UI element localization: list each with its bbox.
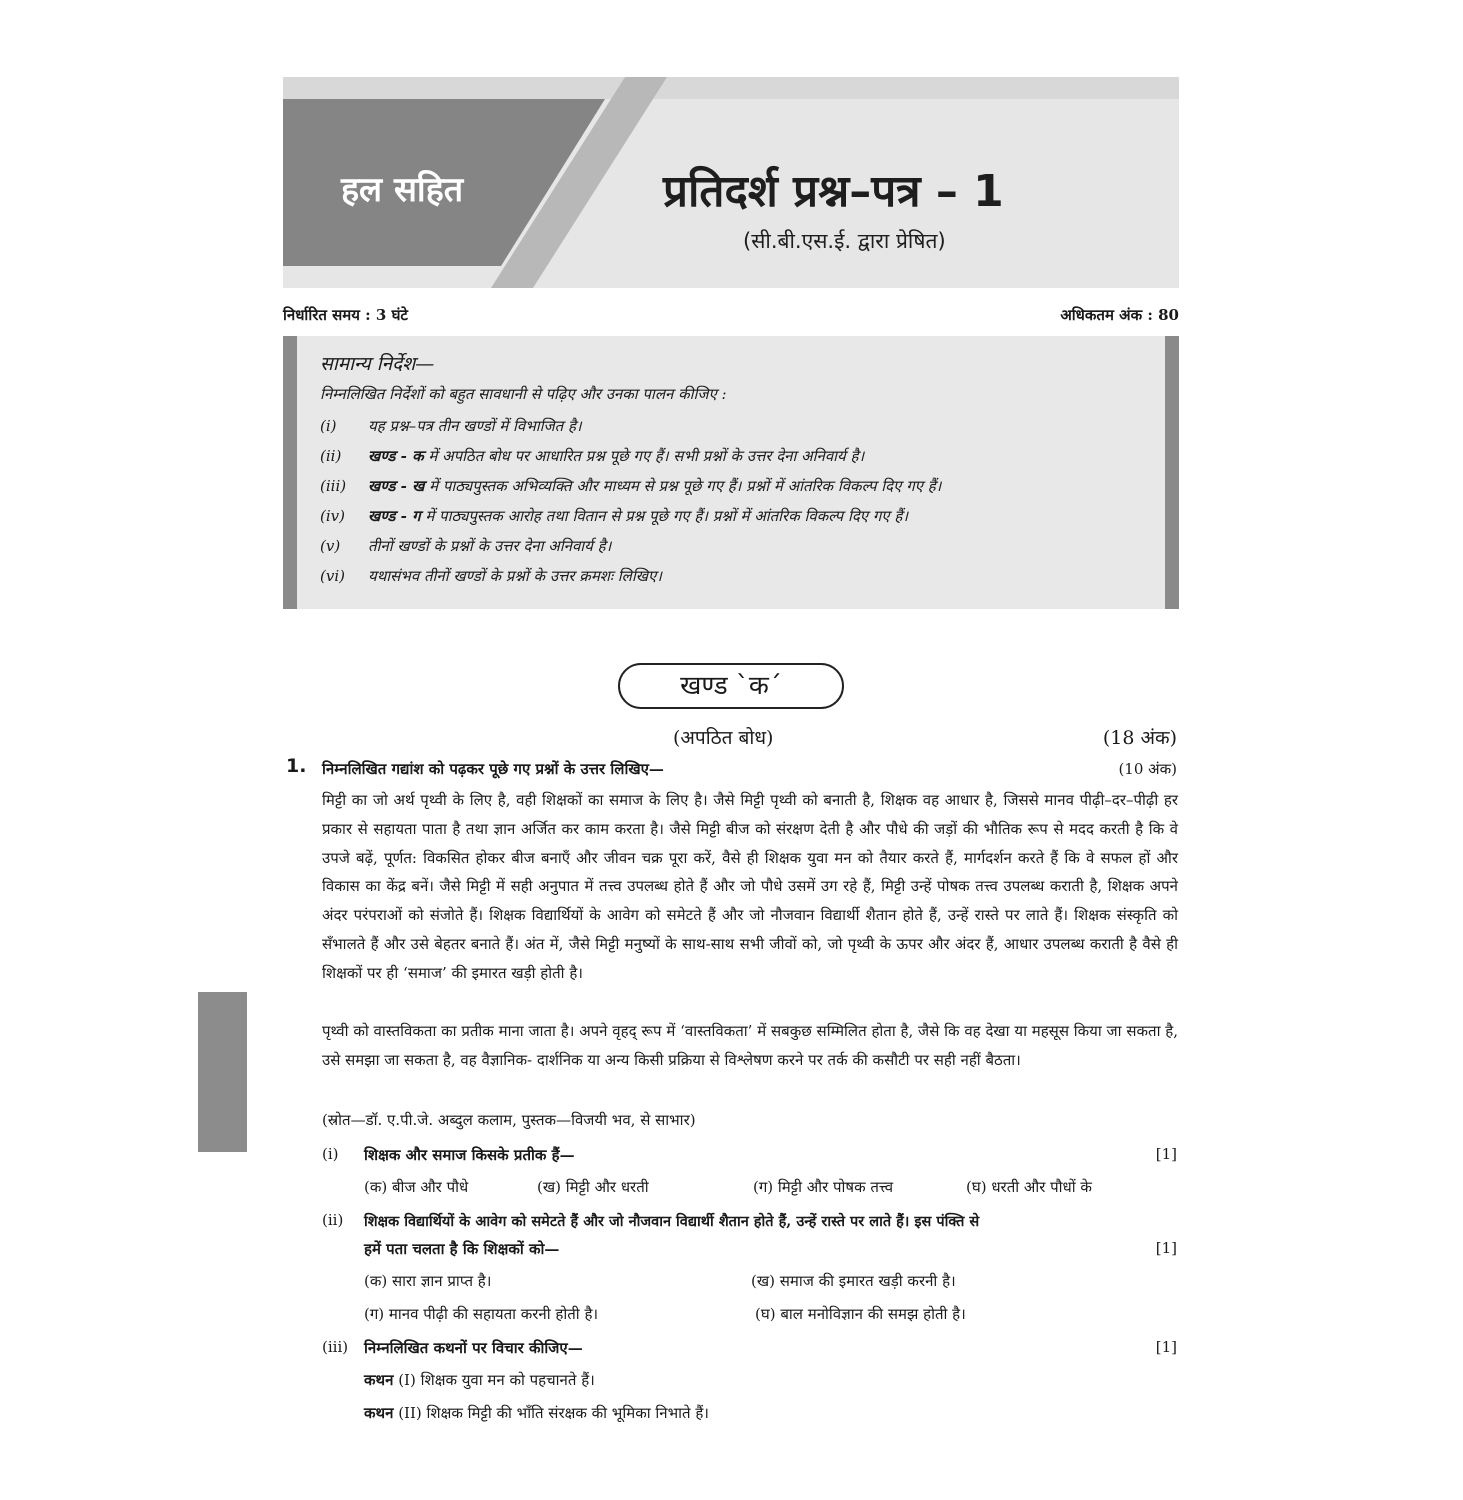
- header-banner: [283, 77, 1179, 288]
- option-a: (क) बीज और पौधे: [364, 1178, 469, 1196]
- subquestion-marks: [1]: [1155, 1338, 1177, 1356]
- subquestion-number: (i): [322, 1145, 339, 1163]
- section-title: खण्ड `क´: [618, 663, 844, 709]
- instruction-text: में अपठित बोध पर आधारित प्रश्न पूछे गए हैं। सभी प्रश्नों के उत्तर देना अनिवार्य है।: [423, 447, 865, 465]
- instruction-item: [320, 506, 908, 526]
- instruction-item: [320, 446, 864, 466]
- statement-1: [364, 1370, 595, 1390]
- instruction-number: (i): [320, 417, 337, 435]
- question-number: 1.: [286, 755, 307, 777]
- page-subtitle: (सी.बी.एस.ई. द्वारा प्रेषित): [743, 229, 946, 253]
- option-c: (ग) मिट्टी और पोषक तत्त्व: [753, 1178, 894, 1196]
- instruction-item: [320, 416, 582, 436]
- instruction-item: [320, 476, 941, 496]
- instruction-number: (iii): [320, 477, 347, 495]
- section-subtitle: (अपठित बोध): [673, 727, 774, 749]
- subquestion-text: शिक्षक विद्यार्थियों के आवेग को समेटते हैं और जो नौजवान विद्यार्थी शैतान होते हैं, उन्हें रास्ते पर लाते हैं। इस पंक्ति से: [364, 1213, 980, 1230]
- instruction-text: यह प्रश्न–पत्र तीन खण्डों में विभाजित है।: [368, 417, 582, 435]
- instruction-number: (iv): [320, 507, 345, 525]
- instructions-left-bar: [283, 336, 297, 609]
- passage-paragraph-1: मिट्टी का जो अर्थ पृथ्वी के लिए है, वही शिक्षकों का समाज के लिए है। जैसे मिट्टी पृथ्वी को बनाती है, शिक्षक वह आधार है, जिससे मानव पीढ़ी–दर–पीढ़ी हर प्रकार से सहायता पाता है तथा ज्ञान अर्जित कर काम करता है। जैसे मिट्टी बीज को संरक्षण देती है और पौधे की जड़ों की भौतिक रूप से मदद करती है कि वे उपजे बढ़ें, पूर्णत: विकसित होकर बीज बनाएँ और जीवन चक्र पूरा करें, वैसे ही शिक्षक युवा मन को तैयार करते हैं, मार्गदर्शन करते हैं कि वे सफल हों और विकास का केंद्र बनें। जैसे मिट्टी में सही अनुपात में तत्त्व उपलब्ध होते हैं और जो पौधे उसमें उग रहे हैं, मिट्टी उन्हें पोषक तत्त्व उपलब्ध कराती है, शिक्षक अपने अंदर परंपराओं को संजोते हैं। शिक्षक विद्यार्थियों के आवेग को समेटते हैं और जो नौजवान विद्यार्थी शैतान होते हैं, उन्हें रास्ते पर लाते हैं। शिक्षक संस्कृति को सँभालते हैं और उसे बेहतर बनाते हैं। अंत में, जैसे मिट्टी मनुष्यों के साथ-साथ सभी जीवों को, जो पृथ्वी के ऊपर और अंदर हैं, आधार उपलब्ध कराती है वैसे ही शिक्षकों पर ही ‘समाज’ की इमारत खड़ी होती है।: [322, 791, 1178, 982]
- instructions-heading: सामान्य निर्देश—: [320, 353, 435, 375]
- instruction-text: यथासंभव तीनों खण्डों के प्रश्नों के उत्तर क्रमशः लिखिए।: [368, 567, 662, 585]
- instruction-text: में पाठ्यपुस्तक अभिव्यक्ति और माध्यम से प्रश्न पूछे गए हैं। प्रश्नों में आंतरिक विकल्प दिए गए हैं।: [424, 477, 942, 495]
- instruction-number: (v): [320, 537, 341, 555]
- statement-2: [364, 1403, 709, 1423]
- question-marks: (10 अंक): [1118, 760, 1177, 778]
- instructions-intro: निम्नलिखित निर्देशों को बहुत सावधानी से पढ़िए और उनका पालन कीजिए :: [320, 385, 727, 403]
- passage-paragraph-2: पृथ्वी को वास्तविकता का प्रतीक माना जाता है। अपने वृहद् रूप में ‘वास्तविकता’ में सबकुछ सम्मिलित होता है, जैसे कि वह देखा या महसूस किया जा सकता है, उसे समझा जा सकता है, वह वैज्ञानिक- दार्शनिक या अन्य किसी प्रक्रिया से विश्लेषण करने पर तर्क की कसौटी पर सही नहीं बैठता।: [322, 1022, 1179, 1069]
- option-a: (क) सारा ज्ञान प्राप्त है।: [364, 1272, 492, 1290]
- subquestion-marks: [1]: [1155, 1145, 1177, 1163]
- option-b: (ख) मिट्टी और धरती: [537, 1178, 649, 1196]
- statement-label: कथन: [364, 1404, 394, 1422]
- subquestion-number: (iii): [322, 1338, 349, 1356]
- instruction-item: [320, 566, 662, 586]
- page-title: प्रतिदर्श प्रश्न–पत्र – 1: [663, 166, 1004, 217]
- subquestion-number: (ii): [322, 1211, 344, 1229]
- option-d: (घ) बाल मनोविज्ञान की समझ होती है।: [755, 1305, 966, 1323]
- instructions-right-bar: [1165, 336, 1179, 609]
- option-d: (घ) धरती और पौधों के: [966, 1178, 1092, 1196]
- passage-source: (स्रोत—डॉ. ए.पी.जे. अब्दुल कलाम, पुस्तक—विजयी भव, से साभार): [322, 1111, 696, 1129]
- max-marks: अधिकतम अंक : 80: [1060, 306, 1179, 324]
- instructions-box: [283, 336, 1179, 609]
- instruction-number: (ii): [320, 447, 342, 465]
- instruction-section-label: खण्ड - क: [368, 447, 424, 465]
- subquestion-marks: [1]: [1155, 1239, 1177, 1257]
- side-tab-marker: [198, 992, 247, 1152]
- instruction-text: में पाठ्यपुस्तक आरोह तथा वितान से प्रश्न पूछे गए हैं। प्रश्नों में आंतरिक विकल्प दिए गए हैं।: [420, 507, 909, 525]
- statement-label: कथन: [364, 1371, 394, 1389]
- instruction-item: [320, 536, 611, 556]
- section-marks: (18 अंक): [1102, 727, 1177, 749]
- statement-text: (I) शिक्षक युवा मन को पहचानते हैं।: [393, 1371, 595, 1389]
- solution-badge: हल सहित: [341, 170, 464, 210]
- time-allowed: निर्धारित समय : 3 घंटे: [283, 306, 408, 324]
- statement-text: (II) शिक्षक मिट्टी की भाँति संरक्षक की भूमिका निभाते हैं।: [393, 1404, 709, 1422]
- instruction-section-label: खण्ड - ख: [368, 477, 425, 495]
- instruction-number: (vi): [320, 567, 345, 585]
- subquestion-text: निम्नलिखित कथनों पर विचार कीजिए—: [364, 1339, 583, 1357]
- question-text: निम्नलिखित गद्यांश को पढ़कर पूछे गए प्रश्नों के उत्तर लिखिए—: [322, 760, 664, 778]
- instruction-text: तीनों खण्डों के प्रश्नों के उत्तर देना अनिवार्य है।: [368, 537, 612, 555]
- option-c: (ग) मानव पीढ़ी की सहायता करनी होती है।: [364, 1305, 599, 1323]
- subquestion-text-cont: हमें पता चलता है कि शिक्षकों को—: [364, 1240, 560, 1258]
- subquestion-text: शिक्षक और समाज किसके प्रतीक हैं—: [364, 1146, 575, 1164]
- instruction-section-label: खण्ड - ग: [368, 507, 421, 525]
- option-b: (ख) समाज की इमारत खड़ी करनी है।: [751, 1272, 956, 1290]
